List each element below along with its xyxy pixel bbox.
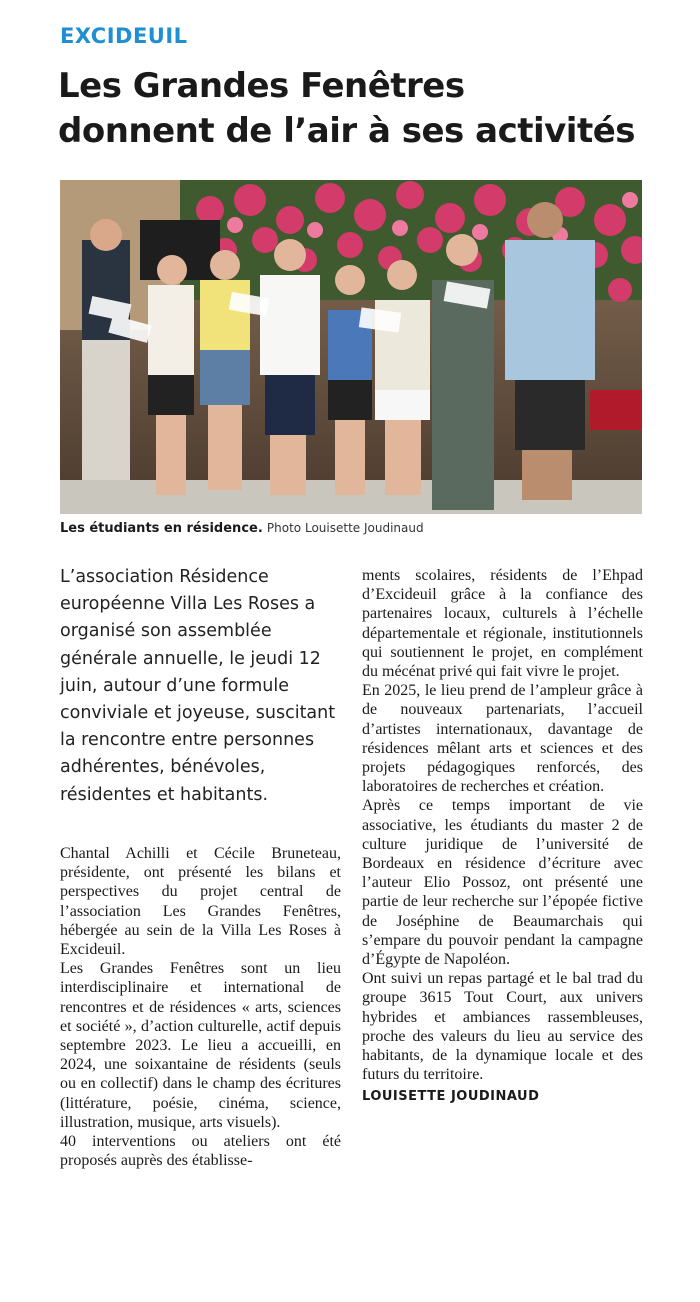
paragraph: 40 interventions ou ateliers ont été proposés auprès des établisse- xyxy=(60,1133,341,1170)
headline-line-1: Les Grandes Fenêtres xyxy=(58,66,465,106)
photo-caption xyxy=(60,521,424,536)
article-photo xyxy=(60,180,642,514)
caption-text: Les étudiants en résidence. xyxy=(60,521,263,536)
students-photo-illustration xyxy=(60,180,642,514)
article-column-1 xyxy=(60,844,341,1170)
headline xyxy=(58,64,658,154)
paragraph: Les Grandes Fenêtres sont un lieu interdisciplinaire et international de rencontres et de résidences « arts, sciences et société », d’action culturelle, actif depuis septembre 2023. Le lieu a accueilli, en 2024, une soixantaine de résidents (seuls ou en collectif) dans le champ des écritures (littérature, poésie, cinéma, science, illustration, musique, arts visuels). xyxy=(60,960,341,1131)
caption-credit: Photo Louisette Joudinaud xyxy=(266,521,424,535)
paragraph: Ont suivi un repas partagé et le bal trad du groupe 3615 Tout Court, aux univers hybrides et ambiances rassembleuses, proche des valeurs du lieu au service des habitants, de la dynamique locale et des futurs du territoire. xyxy=(362,970,643,1084)
paragraph: ments scolaires, résidents de l’Ehpad d’Excideuil grâce à la confiance des partenaires locaux, culturels à l’échelle départementale et régionale, institutionnels qui soutiennent le projet, en complément du mécénat privé qui fait vivre le projet. xyxy=(362,567,643,681)
paragraph: Chantal Achilli et Cécile Bruneteau, présidente, ont présenté les bilans et perspectives du projet central de l’association Les Grandes Fenêtres, hébergée au sein de la Villa Les Roses à Excideuil. xyxy=(60,845,341,959)
paragraph: Après ce temps important de vie associative, les étudiants du master 2 de culture juridique de l’université de Bordeaux en résidence d’écriture avec l’auteur Elio Possoz, ont présenté une partie de leur recherche sur l’épopée fictive de Joséphine de Beaumarchais qui s’empare du pouvoir pendant la campagne d’Égypte de Napoléon. xyxy=(362,797,643,969)
headline-line-2: donnent de l’air à ses activités xyxy=(58,111,635,151)
article-lead: L’association Résidence européenne Villa Les Roses a organisé son assemblée générale annuelle, le jeudi 12 juin, autour d’une formule conviviale et joyeuse, suscitant la rencontre entre personnes adhérentes, bénévoles, résidentes et habitants. xyxy=(60,567,336,805)
article-column-2 xyxy=(362,566,643,1107)
author-signature: LOUISETTE JOUDINAUD xyxy=(362,1089,540,1105)
section-kicker: EXCIDEUIL xyxy=(60,24,188,48)
paragraph: En 2025, le lieu prend de l’ampleur grâce à de nouveaux partenariats, l’accueil d’artistes internationaux, davantage de résidences mêlant arts et sciences et des projets pédagogiques renforcés, des laboratoires de recherches et création. xyxy=(362,682,643,796)
